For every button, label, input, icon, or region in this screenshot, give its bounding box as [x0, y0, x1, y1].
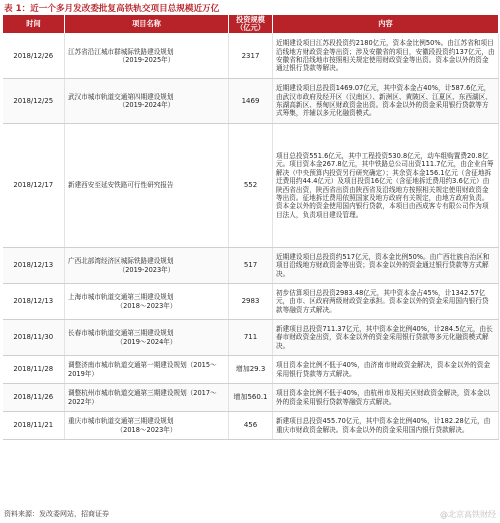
- row-content: 近期建设项目总投资约517亿元，资本金比例50%。由广西壮族自治区和项目沿线地方财政资金等出资；资本金以外的资金通过银行贷款等方式解决。: [273, 248, 499, 284]
- row-content: 初步估算项目总投资2983.48亿元，其中资本金占45%，计1342.57亿元，由市、区政府两级财政资金承担。资本金以外的资金采用国内银行贷款等融资方式解决。: [273, 284, 499, 320]
- row-investment: 2983: [229, 284, 273, 320]
- row-investment: 增加29.3: [229, 356, 273, 384]
- row-date: 2018/11/30: [3, 320, 65, 356]
- table-row: [3, 124, 499, 248]
- row-project-period: （2019～2024年）: [116, 337, 177, 346]
- table-row: [3, 412, 499, 440]
- row-content: 项目资本金比例不低于40%，由杭州市及相关区财政资金解决，资本金以外的资金采用银行贷款等融资方式解决。: [273, 384, 499, 412]
- row-content: 项目资本金比例不低于40%，由济南市财政资金解决，资本金以外的资金采用银行贷款等方式解决。: [273, 356, 499, 384]
- row-project-title: 新建西安至延安铁路可行性研究报告: [68, 181, 174, 190]
- table-row: [3, 79, 499, 124]
- row-project-period: （2019-2023年）: [118, 265, 175, 274]
- row-project-title: 广西北部湾经济区城际铁路建设规划: [68, 257, 174, 266]
- row-project-period: （2018～2023年）: [116, 425, 177, 434]
- row-project-title: 上海市城市轨道交通第三期建设规划: [68, 293, 174, 302]
- row-project: [65, 124, 229, 248]
- row-investment: 552: [229, 124, 273, 248]
- row-project: [65, 412, 229, 440]
- table-row: [3, 34, 499, 79]
- table-row: [3, 248, 499, 284]
- row-project: [65, 356, 229, 384]
- row-content: 项目总投资551.6亿元，其中工程投资530.8亿元，动车组购置费20.8亿元。项目资本金267.8亿元，其中铁路总公司出资111.7亿元，由企业自筹解决（中央预算内投资另行研究确定）；其余资本金156.1亿元（含征地拆迁费用约44.4亿元）及项目投资16亿元（含征地拆迁费用约3.6亿元）由陕西省出资，陕西省出资由陕西省及沿线地方按照相关规定使用财政资金等出资。征地拆迁费用依照国家及地方政府有关规定，由地方政府负责。资本金以外的资金使用国内银行贷款，本项目由西成客专有限公司作为项目法人，负责项目建设管理。: [273, 124, 499, 248]
- project-table-wrapper: [2, 14, 498, 440]
- row-investment: 2317: [229, 34, 273, 79]
- row-content: 近期建设项目江苏段投资约2180亿元，资本金比例50%。由江苏省和项目沿线地方财政资金等出资；涉及安徽省的项目，安徽段投资约137亿元，由安徽省和沿线地市按照相关规定使用财政资金等出资。资本金以外的资金通过银行贷款等解决。: [273, 34, 499, 79]
- watermark: @北京高铁财经: [440, 510, 496, 519]
- row-content: 近期建设项目总投资1469.07亿元，其中资本金占40%，计587.6亿元，由武汉市政府及经开区（汉南区）、新洲区、黄陂区、江夏区、东西湖区、东湖高新区、蔡甸区财政资金出资。资本金以外的资金采用银行贷款等方式筹集，并辅以多元化融资模式。: [273, 79, 499, 124]
- row-investment: 456: [229, 412, 273, 440]
- header-content: 内容: [273, 15, 499, 34]
- table-row: [3, 320, 499, 356]
- row-project-title: 长春市城市轨道交通第三期建设规划: [68, 329, 174, 338]
- row-project-title: 江苏省沿江城市群城际铁路建设规划: [68, 47, 174, 56]
- row-content: 新建项目总投资711.37亿元，其中资本金比例40%，计284.5亿元，由长春市财政资金出资，资本金以外的资金采用银行贷款等多元化融资模式解决。: [273, 320, 499, 356]
- row-project: [65, 248, 229, 284]
- row-investment: 增加560.1: [229, 384, 273, 412]
- row-project-title: 武汉市城市轨道交通第四期建设规划: [68, 92, 174, 101]
- row-date: 2018/11/26: [3, 384, 65, 412]
- header-time: 时间: [3, 15, 65, 34]
- row-date: 2018/12/13: [3, 248, 65, 284]
- row-date: 2018/12/13: [3, 284, 65, 320]
- table-body: [3, 34, 499, 440]
- row-project-title: 调整杭州市城市轨道交通第三期建设规划（2017～2022年）: [68, 389, 217, 406]
- row-project-period: （2019-2024年）: [118, 101, 175, 109]
- row-project-title: 重庆市城市轨道交通第三期建设规划: [68, 417, 174, 426]
- row-project-period: （2019-2025年）: [118, 56, 175, 64]
- table-row: [3, 384, 499, 412]
- table-caption: 表 1：近一个多月发改委批复高铁轨交项目总规模近万亿: [4, 4, 220, 14]
- row-project-title: 调整济南市城市轨道交通第一期建设规划（2015～2019年）: [68, 361, 217, 378]
- row-investment: 711: [229, 320, 273, 356]
- table-header-row: [3, 15, 499, 34]
- row-date: 2018/12/17: [3, 124, 65, 248]
- row-project: [65, 384, 229, 412]
- row-date: 2018/12/25: [3, 79, 65, 124]
- source-note: 资料来源：发改委网站，招商证券: [4, 510, 109, 518]
- row-project: [65, 284, 229, 320]
- table-row: [3, 284, 499, 320]
- row-project: [65, 79, 229, 124]
- row-content: 新建项目总投资455.70亿元，其中资本金比例40%，计182.28亿元，由重庆市财政资金解决。资本金以外的资金采用国内银行贷款解决。: [273, 412, 499, 440]
- project-table: [2, 14, 499, 440]
- row-investment: 517: [229, 248, 273, 284]
- table-row: [3, 356, 499, 384]
- row-investment: 1469: [229, 79, 273, 124]
- row-project: [65, 320, 229, 356]
- row-project: [65, 34, 229, 79]
- row-project-period: （2018～2023年）: [116, 301, 177, 310]
- row-date: 2018/11/21: [3, 412, 65, 440]
- header-investment: 投资规模（亿元）: [229, 15, 273, 34]
- row-date: 2018/11/28: [3, 356, 65, 384]
- header-project: 项目名称: [65, 15, 229, 34]
- row-date: 2018/12/26: [3, 34, 65, 79]
